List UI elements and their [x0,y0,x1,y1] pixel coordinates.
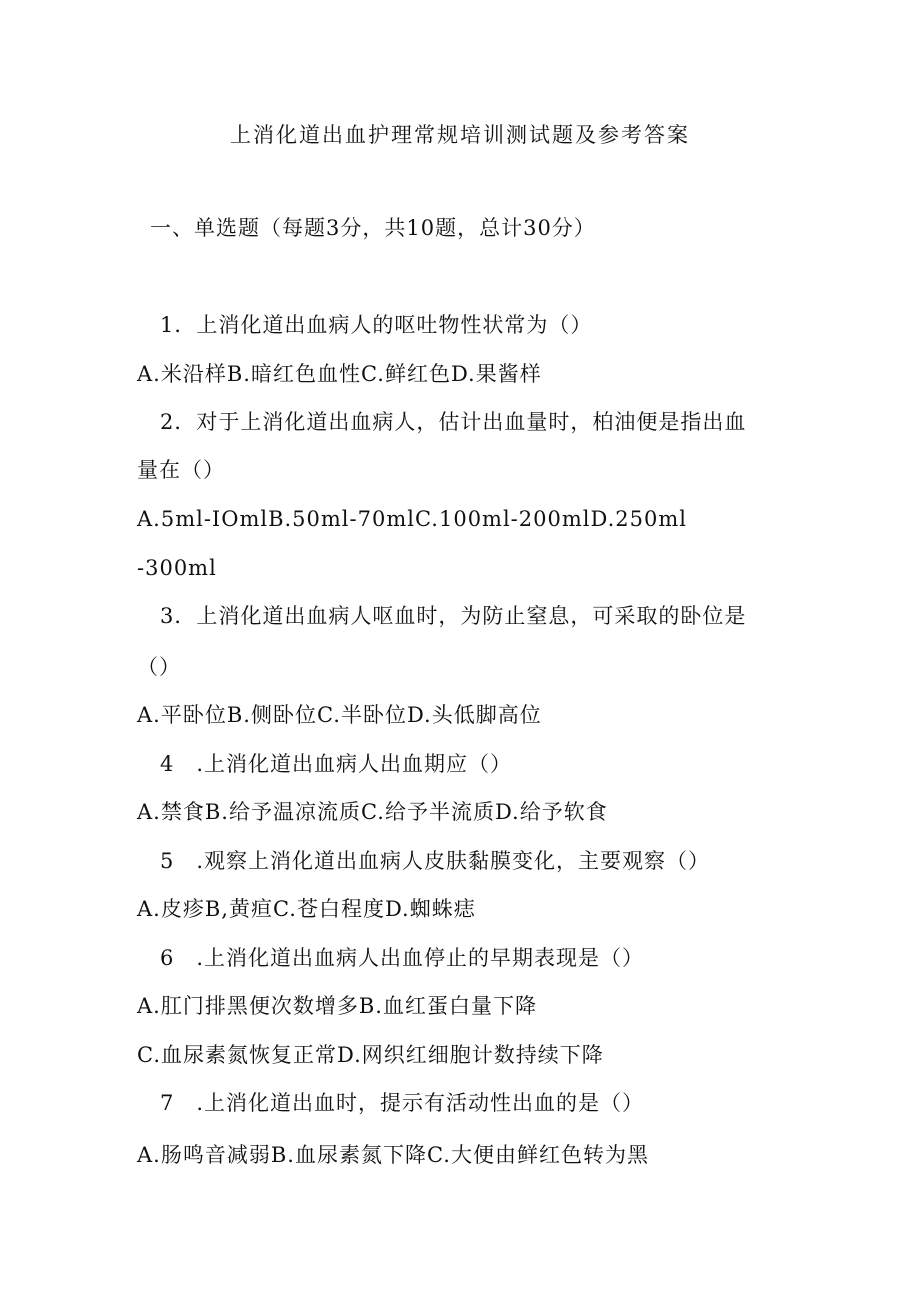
question-4-options: A.禁食B.给予温凉流质C.给予半流质D.给予软食 [137,800,608,824]
question-5-stem: 5 .观察上消化道出血病人皮肤黏膜变化，主要观察（） [160,849,711,873]
question-2-stem-line2: 量在（） [137,458,225,482]
question-6-options-line2: C.血尿素氮恢复正常D.网织红细胞计数持续下降 [137,1043,604,1067]
question-4-stem: 4 .上消化道出血病人出血期应（） [160,752,513,776]
question-1-options: A.米沿样B.暗红色血性C.鲜红色D.果酱样 [137,362,542,386]
question-3-stem-line2: （） [137,655,181,679]
question-7-options: A.肠鸣音减弱B.血尿素氮下降C.大便由鲜红色转为黑 [137,1143,649,1167]
question-2-options-line1: A.5ml-IOmlB.50ml-70mlC.100ml-200mlD.250ml [137,507,687,531]
section-heading: 一、单选题（每题3分，共10题，总计30分） [150,216,596,240]
question-1-stem: 1．上消化道出血病人的呕吐物性状常为（） [160,313,593,337]
question-2-stem-line1: 2．对于上消化道出血病人，估计出血量时，柏油便是指出血 [160,410,747,434]
question-6-options-line1: A.肛门排黑便次数增多B.血红蛋白量下降 [137,994,537,1018]
question-2-options-line2: -300ml [137,556,217,580]
question-3-stem-line1: 3．上消化道出血病人呕血时，为防止窒息，可采取的卧位是 [160,604,747,628]
document-title: 上消化道出血护理常规培训测试题及参考答案 [230,123,690,147]
question-6-stem: 6 .上消化道出血病人出血停止的早期表现是（） [160,946,645,970]
question-3-options: A.平卧位B.侧卧位C.半卧位D.头低脚高位 [137,703,542,727]
question-7-stem: 7 .上消化道出血时，提示有活动性出血的是（） [160,1091,645,1115]
question-5-options: A.皮疹B,黄疸C.苍白程度D.蜘蛛痣 [137,897,476,921]
